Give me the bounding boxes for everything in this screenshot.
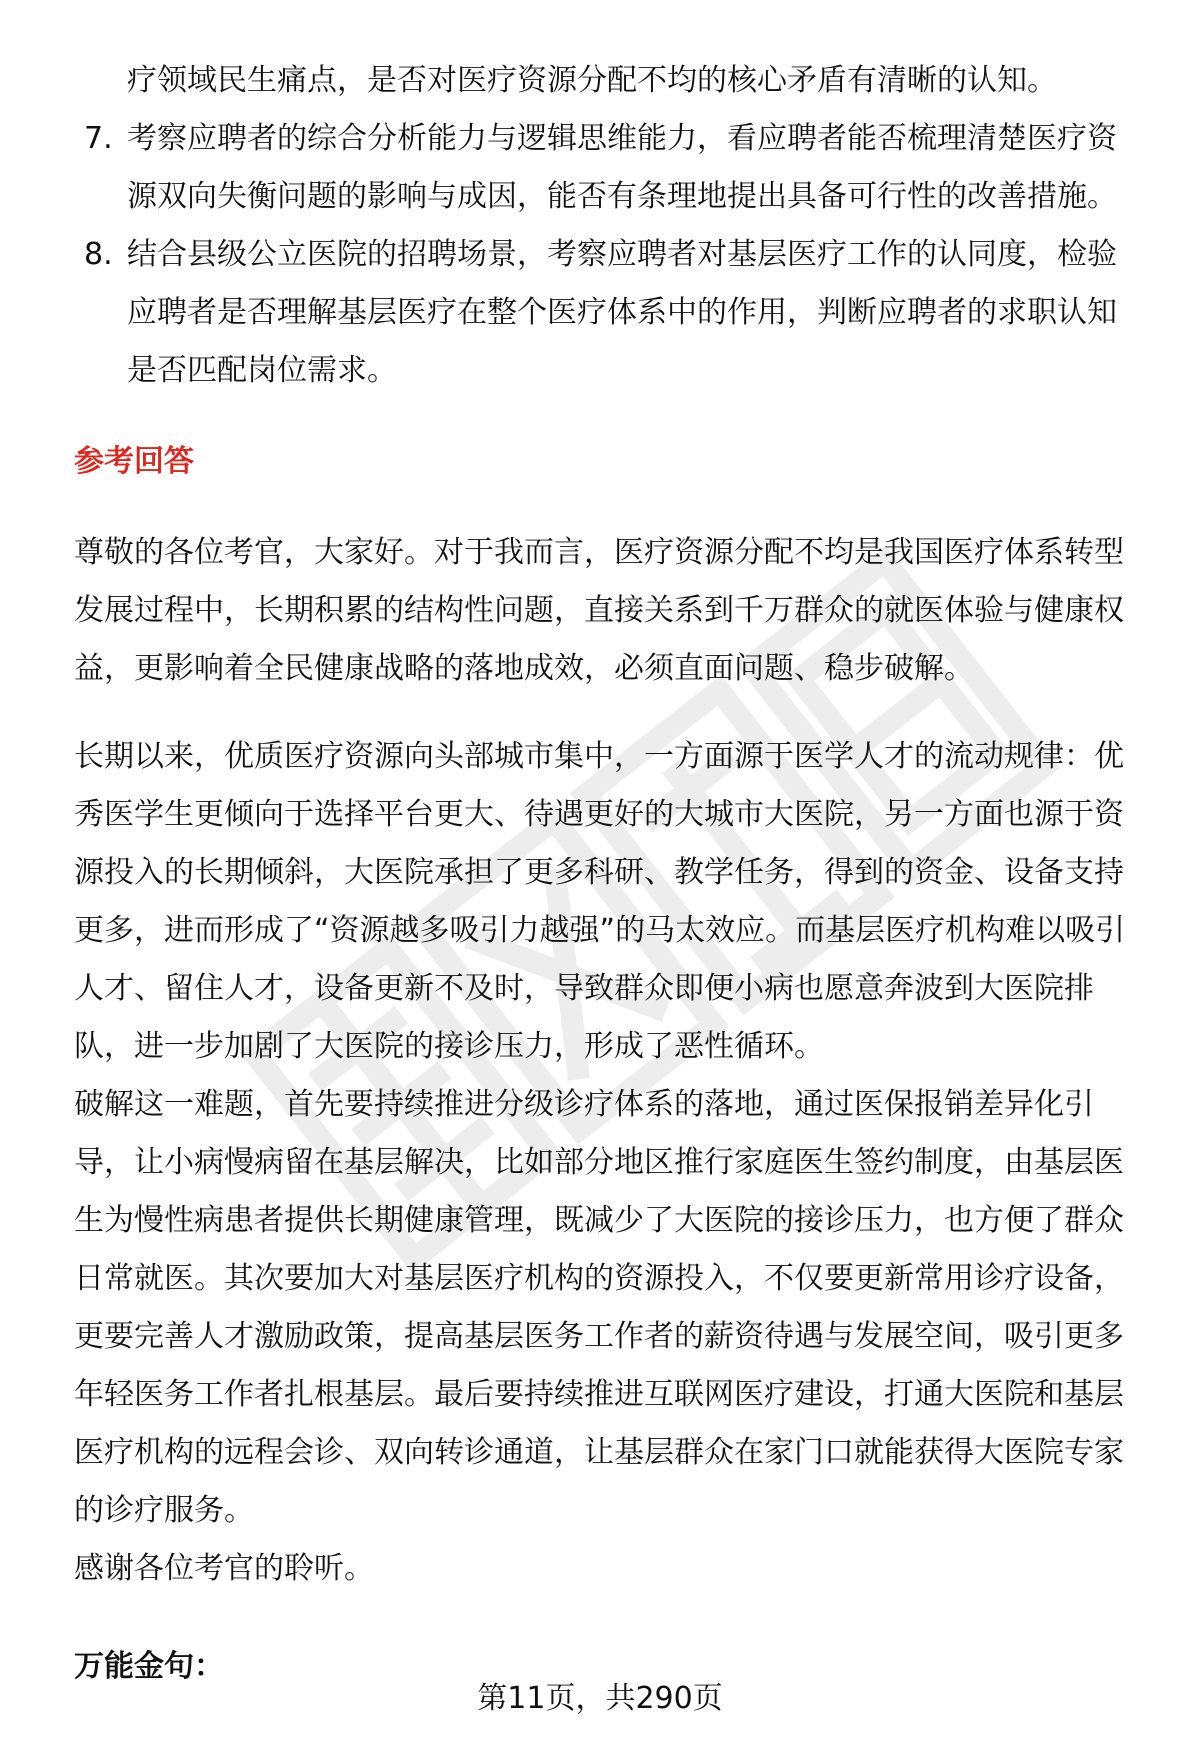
list-number: 8.	[84, 237, 113, 272]
list-item-text: 结合县级公立医院的招聘场景，考察应聘者对基层医疗工作的认同度，检验应聘者是否理解基层医疗在整个医疗体系中的作用，判断应聘者的求职认知是否匹配岗位需求。	[127, 237, 1117, 388]
answer-heading: 参考回答	[74, 444, 194, 479]
document-body	[74, 52, 1144, 1696]
page-number: 第11页，共290页	[477, 1681, 723, 1716]
list-item	[74, 110, 1144, 226]
continued-requirement-text: 疗领域民生痛点，是否对医疗资源分配不均的核心矛盾有清晰的认知。	[127, 63, 1057, 98]
list-number: 7.	[84, 121, 113, 156]
answer-paragraph-solutions: 破解这一难题，首先要持续推进分级诊疗体系的落地，通过医保报销差异化引导，让小病慢病留在基层解决，比如部分地区推行家庭医生签约制度，由基层医生为慢性病患者提供长期健康管理，既减少了大医院的接诊压力，也方便了群众日常就医。其次要加大对基层医疗机构的资源投入，不仅要更新常用诊疗设备，更要完善人才激励政策，提高基层医务工作者的薪资待遇与发展空间，吸引更多年轻医务工作者扎根基层。最后要持续推进互联网医疗建设，打通大医院和基层医疗机构的远程会诊、双向转诊通道，让基层群众在家门口就能获得大医院专家的诊疗服务。	[74, 1087, 1124, 1528]
answer-paragraph-causes: 长期以来，优质医疗资源向头部城市集中，一方面源于医学人才的流动规律：优秀医学生更倾向于选择平台更大、待遇更好的大城市大医院，另一方面也源于资源投入的长期倾斜，大医院承担了更多科研、教学任务，得到的资金、设备支持更多，进而形成了“资源越多吸引力越强”的马太效应。而基层医疗机构难以吸引人才、留住人才，设备更新不及时，导致群众即便小病也愿意奔波到大医院排队，进一步加剧了大医院的接诊压力，形成了恶性循环。	[74, 739, 1126, 1064]
requirements-list	[74, 110, 1144, 400]
answer-paragraph-opening: 尊敬的各位考官，大家好。对于我而言，医疗资源分配不均是我国医疗体系转型发展过程中，长期积累的结构性问题，直接关系到千万群众的就医体验与健康权益，更影响着全民健康战略的落地成效，必须直面问题、稳步破解。	[74, 535, 1124, 686]
list-item	[74, 226, 1144, 400]
answer-paragraph-closing: 感谢各位考官的聆听。	[74, 1551, 374, 1586]
golden-sentences-heading: 万能金句：	[74, 1649, 224, 1684]
list-item-text: 考察应聘者的综合分析能力与逻辑思维能力，看应聘者能否梳理清楚医疗资源双向失衡问题的影响与成因，能否有条理地提出具备可行性的改善措施。	[127, 121, 1117, 214]
